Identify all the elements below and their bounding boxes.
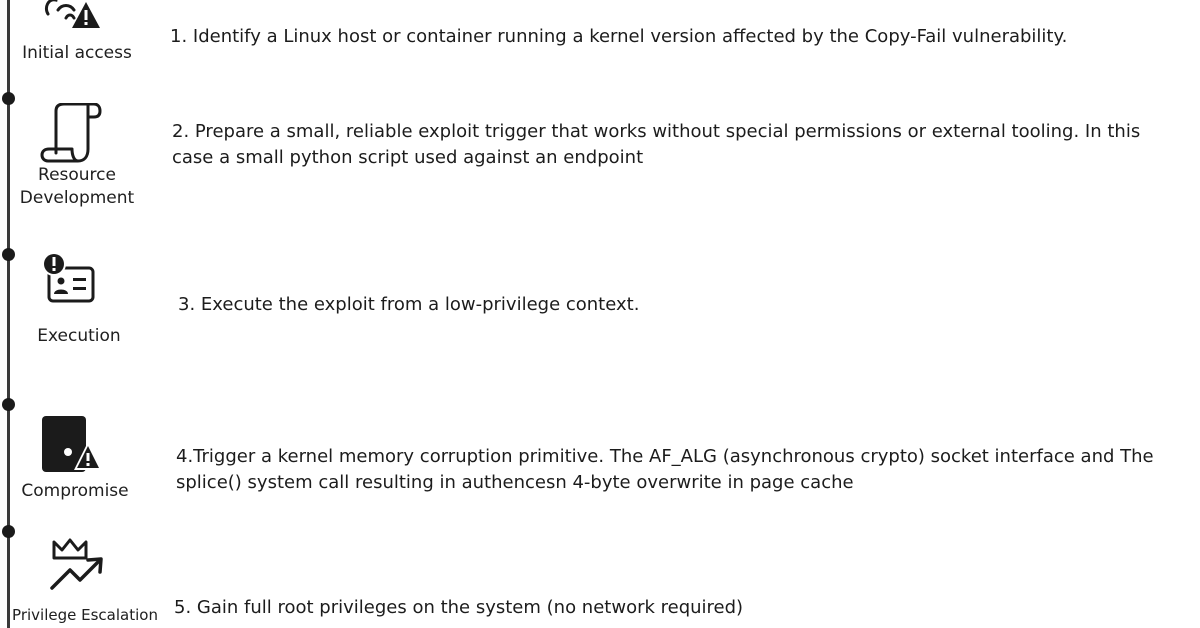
timeline-dot: [2, 525, 15, 538]
stage-label-privilege-escalation: Privilege Escalation: [12, 606, 158, 624]
timeline-dot: [2, 92, 15, 105]
step-text-2-line-1: 2. Prepare a small, reliable exploit trigger that works without special permissions or external tooling. In this: [172, 121, 1141, 142]
step-text-4-line-1: 4.Trigger a kernel memory corruption primitive. The AF_ALG (asynchronous crypto) socket interface and The: [176, 446, 1154, 467]
timeline-dot: [2, 248, 15, 261]
stage-label-initial-access: Initial access: [22, 43, 132, 63]
device-warning-icon: [40, 414, 102, 476]
step-text-2-line-2: case a small python script used against an endpoint: [172, 147, 644, 168]
crown-trend-up-icon: [48, 538, 106, 594]
timeline-dot: [2, 398, 15, 411]
cloud-warning-icon: [42, 0, 104, 34]
step-text-5-line-1: 5. Gain full root privileges on the system (no network required): [174, 597, 744, 618]
step-text-3-line-1: 3. Execute the exploit from a low-privilege context.: [178, 294, 640, 315]
step-text-4-line-2: splice() system call resulting in authencesn 4-byte overwrite in page cache: [176, 472, 854, 493]
stage-label-compromise: Compromise: [21, 481, 129, 501]
scroll-icon: [40, 103, 102, 163]
stage-label-resource-development: Resource Development: [19, 165, 135, 208]
id-card-alert-icon: [40, 250, 98, 306]
step-text-1-line-1: 1. Identify a Linux host or container running a kernel version affected by the Copy-Fail vulnerability.: [170, 26, 1068, 47]
stage-label-execution: Execution: [37, 326, 121, 346]
